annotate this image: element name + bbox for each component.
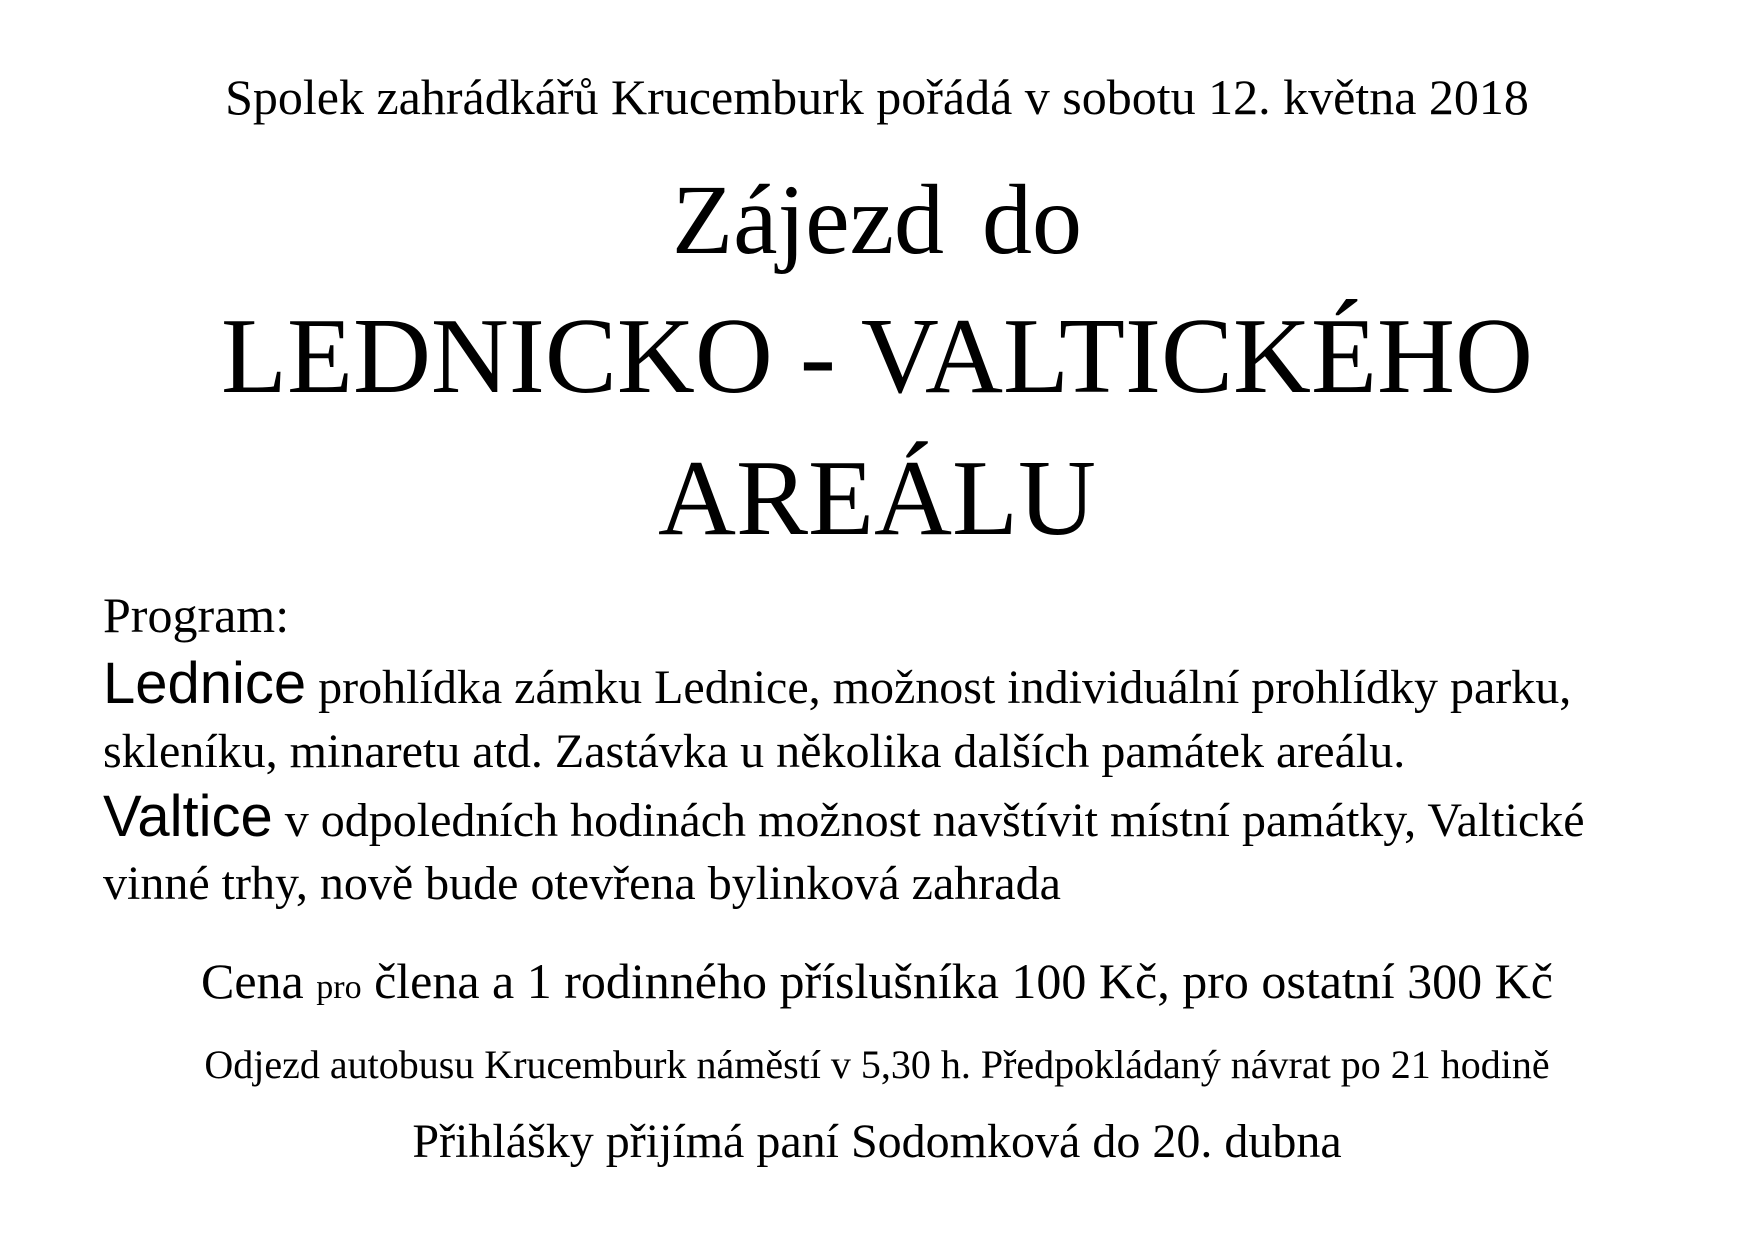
signup-line: Přihlášky přijímá paní Sodomková do 20. dubna [412,1115,1342,1168]
lednice-row [103,651,1572,716]
valtice-name: Valtice [103,784,273,849]
price-rest: člena a 1 rodinného příslušníka 100 Kč, pro ostatní 300 Kč [374,953,1553,1009]
lednice-name: Lednice [103,651,307,716]
lednice-text-1: prohlídka zámku Lednice, možnost individuální prohlídky parku, [318,661,1572,714]
intro-line: Spolek zahrádkářů Krucemburk pořádá v sobotu 12. května 2018 [225,69,1529,125]
valtice-text-1: v odpoledních hodinách možnost navštívit místní památky, Valtické [284,794,1585,847]
lednice-text-2: skleníku, minaretu atd. Zastávka u několika dalších památek areálu. [103,725,1406,778]
program-label: Program: [103,587,290,643]
departure-line: Odjezd autobusu Krucemburk náměstí v 5,30 h. Předpokládaný návrat po 21 hodině [204,1042,1550,1087]
title-word-do: do [982,164,1083,275]
valtice-row [103,784,1585,849]
title-word-zajezd: Zájezd [671,164,945,275]
price-cena: Cena [201,953,304,1009]
title-line-2: LEDNICKO - VALTICKÉHO [221,297,1533,416]
price-line [0,953,1754,1009]
valtice-text-2: vinné trhy, nově bude otevřena bylinková zahrada [103,857,1061,910]
price-pro: pro [316,969,362,1006]
title-line-3: AREÁLU [658,439,1096,558]
title-line-1 [0,164,1754,275]
